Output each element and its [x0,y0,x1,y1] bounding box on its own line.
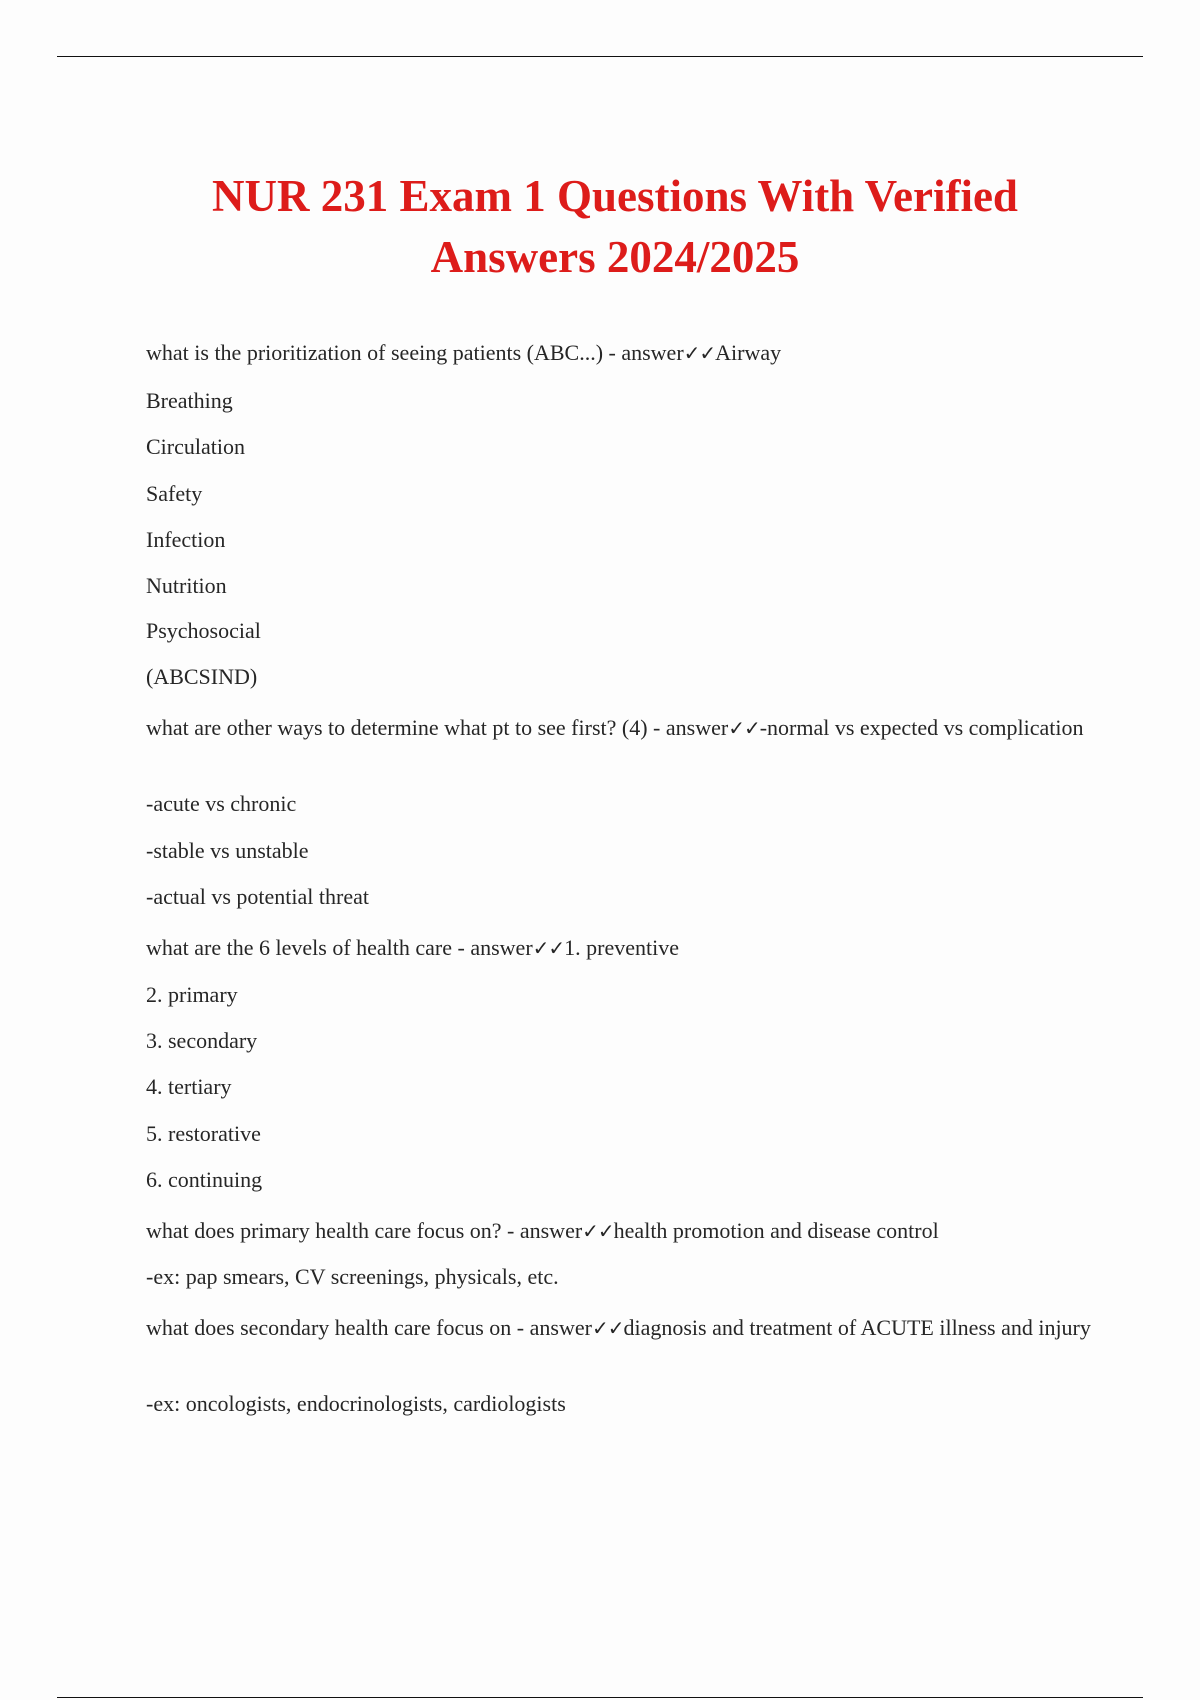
answer-line: 3. secondary [146,1028,258,1053]
title-line-2: Answers 2024/2025 [430,232,800,282]
answer-line: -ex: oncologists, endocrinologists, cardiologists [146,1391,566,1416]
answer-line: -stable vs unstable [146,838,309,863]
answer-line: 4. tertiary [146,1074,232,1099]
answer-line: Infection [146,527,226,552]
check-icon: ✓✓ [591,1316,624,1340]
answer-line: -acute vs chronic [146,791,297,816]
question-other-ways: what are other ways to determine what pt to see first? (4) - answer✓✓-normal vs expected vs complication [146,715,1084,740]
question-prioritization: what is the prioritization of seeing patients (ABC...) - answer✓✓Airway [146,340,782,365]
answer-line: (ABCSIND) [146,664,258,689]
answer-line: -actual vs potential threat [146,884,369,909]
check-icon: ✓✓ [728,716,760,740]
answer-line: Breathing [146,388,233,413]
answer-line: 5. restorative [146,1121,261,1146]
answer-line: Circulation [146,434,245,459]
answer-line: -ex: pap smears, CV screenings, physicals, etc. [146,1264,559,1289]
document-title [120,166,1110,288]
bottom-rule [57,1697,1143,1698]
check-icon: ✓✓ [683,341,716,365]
question-levels-of-care: what are the 6 levels of health care - answer✓✓1. preventive [146,935,680,960]
question-primary-care: what does primary health care focus on? - answer✓✓health promotion and disease control [146,1218,939,1243]
check-icon: ✓✓ [582,1219,614,1243]
answer-line: Psychosocial [146,618,261,643]
question-secondary-care: what does secondary health care focus on - answer✓✓diagnosis and treatment of ACUTE illness and injury [146,1315,1091,1340]
answer-line: 2. primary [146,982,238,1007]
answer-line: Safety [146,481,203,506]
top-rule [57,56,1143,57]
title-line-1: NUR 231 Exam 1 Questions With Verified [212,171,1018,221]
answer-line: 6. continuing [146,1167,263,1192]
answer-line: Nutrition [146,573,227,598]
check-icon: ✓✓ [532,936,565,960]
